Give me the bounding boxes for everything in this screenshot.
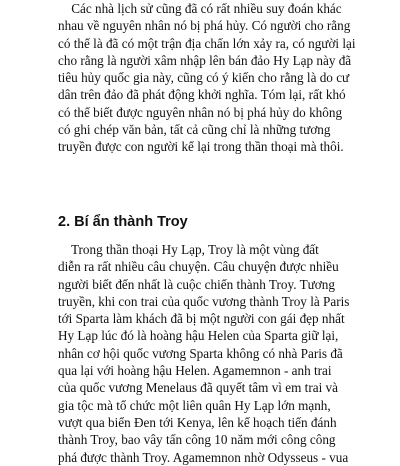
text-line: Trong thần thoại Hy Lạp, Troy là một vùng đất	[58, 242, 319, 257]
text-line: qua lại với hoàng hậu Helen. Agamemnon - anh trai	[58, 363, 332, 379]
text-line: tiêu hủy quốc gia này, cũng có ý kiến cho rằng là do cư	[58, 70, 350, 86]
text-line: diễn ra rất nhiều câu chuyện. Câu chuyện được nhiều	[58, 259, 339, 275]
text-line: phá được thành Troy. Agamemnon nhờ Odysseus - vua	[58, 449, 349, 465]
text-line: Các nhà lịch sử cũng đã có rất nhiều suy đoán khác	[58, 1, 342, 16]
section-heading: 2. Bí ẩn thành Troy	[58, 214, 188, 230]
text-line: tới Sparta làm khách đã bị một người con gái đẹp nhất	[58, 311, 345, 327]
text-line: cho rằng là người xâm nhập lên bán đảo Hy Lạp này đã	[58, 52, 352, 68]
text-line: người biết đến nhất là cuộc chiến thành Troy. Tương	[58, 276, 335, 292]
text-line: dân trên đảo đã phát động khởi nghĩa. Tóm lại, rất khó	[58, 87, 346, 103]
text-line: truyền, khi con trai của quốc vương thành Troy là Paris	[58, 293, 350, 309]
text-line: vượt qua biển Đen tới Kenya, lên kế hoạch tiến đánh	[58, 414, 337, 430]
text-line: truyền được con người kể lại trong thần thoại mà thôi.	[58, 139, 344, 155]
text-line: có ghi chép văn bản, tất cả cũng chỉ là những tương	[58, 122, 331, 138]
text-line: nhân cơ hội quốc vương Sparta không có nhà Paris đã	[58, 345, 343, 361]
paragraph-causes-of-destruction	[58, 0, 362, 156]
text-line: có thể là đã có một trận địa chấn lớn xảy ra, có người lại	[58, 35, 356, 51]
text-line: thành Troy, bao vây tấn công 10 năm mới công công	[58, 432, 336, 448]
text-line: gia tộc mà tổ chức một liên quân Hy Lạp lớn mạnh,	[58, 397, 331, 413]
text-line: nhau về nguyên nhân nó bị phá hủy. Có người cho rằng	[58, 18, 351, 34]
paragraph-troy-mystery	[58, 241, 362, 466]
text-line: có thể biết được nguyên nhân nó bị phá hủy do không	[58, 104, 343, 120]
text-line: Hy Lạp lúc đó là hoàng hậu Helen của Sparta giữ lại,	[58, 328, 339, 344]
document-page	[58, 0, 362, 465]
text-line: của quốc vương Menelaus đã quyết tâm vì em trai và	[58, 380, 338, 396]
